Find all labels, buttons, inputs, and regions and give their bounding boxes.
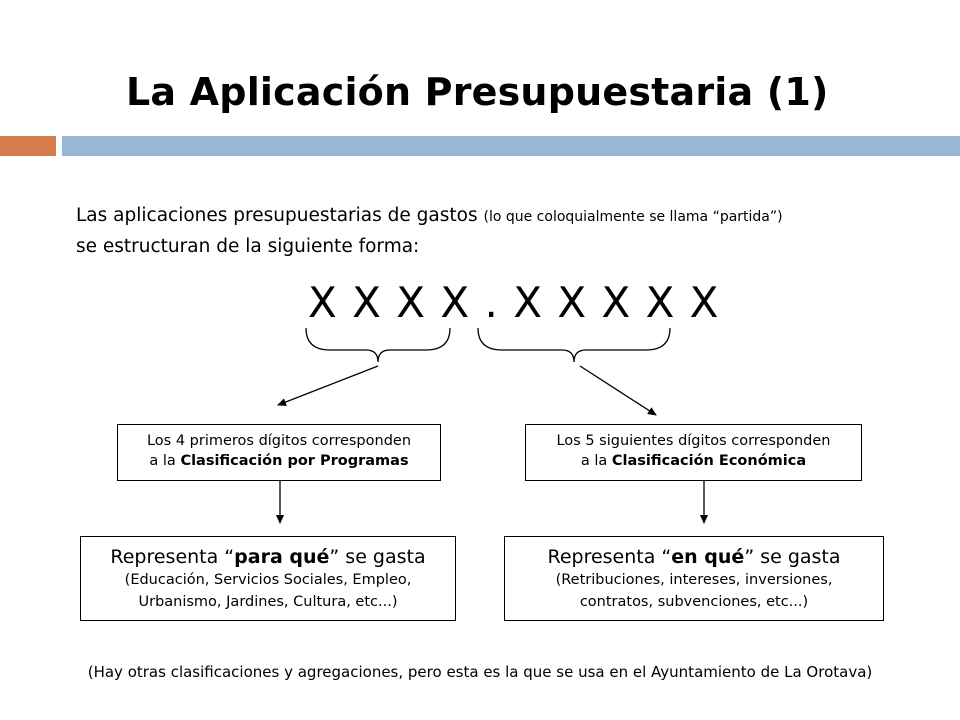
purpose-detail-1: (Educación, Servicios Sociales, Empleo, xyxy=(124,572,412,588)
slide-title: La Aplicación Presupuestaria (1) xyxy=(126,70,829,114)
arrow-to-economic xyxy=(580,366,656,415)
programs-desc-line2-prefix: a la xyxy=(149,453,176,469)
budget-code-pattern: X X X X . X X X X X xyxy=(308,278,720,327)
right-brace xyxy=(478,328,670,362)
programs-desc-bold: Clasificación por Programas xyxy=(180,453,409,469)
spending-detail-2: contratos, subvenciones, etc...) xyxy=(579,594,809,610)
economic-classification-box xyxy=(525,424,862,481)
spending-detail-1: (Retribuciones, intereses, inversiones, xyxy=(555,572,833,588)
intro-line1-main: Las aplicaciones presupuestarias de gastos xyxy=(76,205,478,226)
purpose-suffix: ” se gasta xyxy=(329,546,426,568)
arrow-to-programs xyxy=(278,366,378,405)
purpose-headline xyxy=(81,545,455,569)
economic-desc-line1: Los 5 siguientes dígitos corresponden xyxy=(556,433,831,449)
programs-desc-line1: Los 4 primeros dígitos corresponden xyxy=(146,433,412,449)
footnote: (Hay otras clasificaciones y agregaciones, pero esta es la que se usa en el Ayuntamiento de La Orotava) xyxy=(87,663,873,681)
economic-desc-line2-prefix: a la xyxy=(580,453,608,469)
intro-line2: se estructuran de la siguiente forma: xyxy=(76,236,420,257)
purpose-box xyxy=(80,536,456,621)
spending-headline xyxy=(505,545,883,569)
economic-desc-bold: Clasificación Económica xyxy=(611,453,807,469)
spending-type-box xyxy=(504,536,884,621)
purpose-bold: para qué xyxy=(234,546,330,568)
spending-suffix: ” se gasta xyxy=(744,546,841,568)
left-brace xyxy=(306,328,450,362)
spending-prefix: Representa “ xyxy=(547,546,672,568)
programs-classification-box xyxy=(117,424,441,481)
intro-line1-note: (lo que coloquialmente se llama “partida”) xyxy=(483,209,783,225)
purpose-prefix: Representa “ xyxy=(110,546,235,568)
spending-bold: en qué xyxy=(671,546,745,568)
purpose-detail-2: Urbanismo, Jardines, Cultura, etc...) xyxy=(138,594,398,610)
